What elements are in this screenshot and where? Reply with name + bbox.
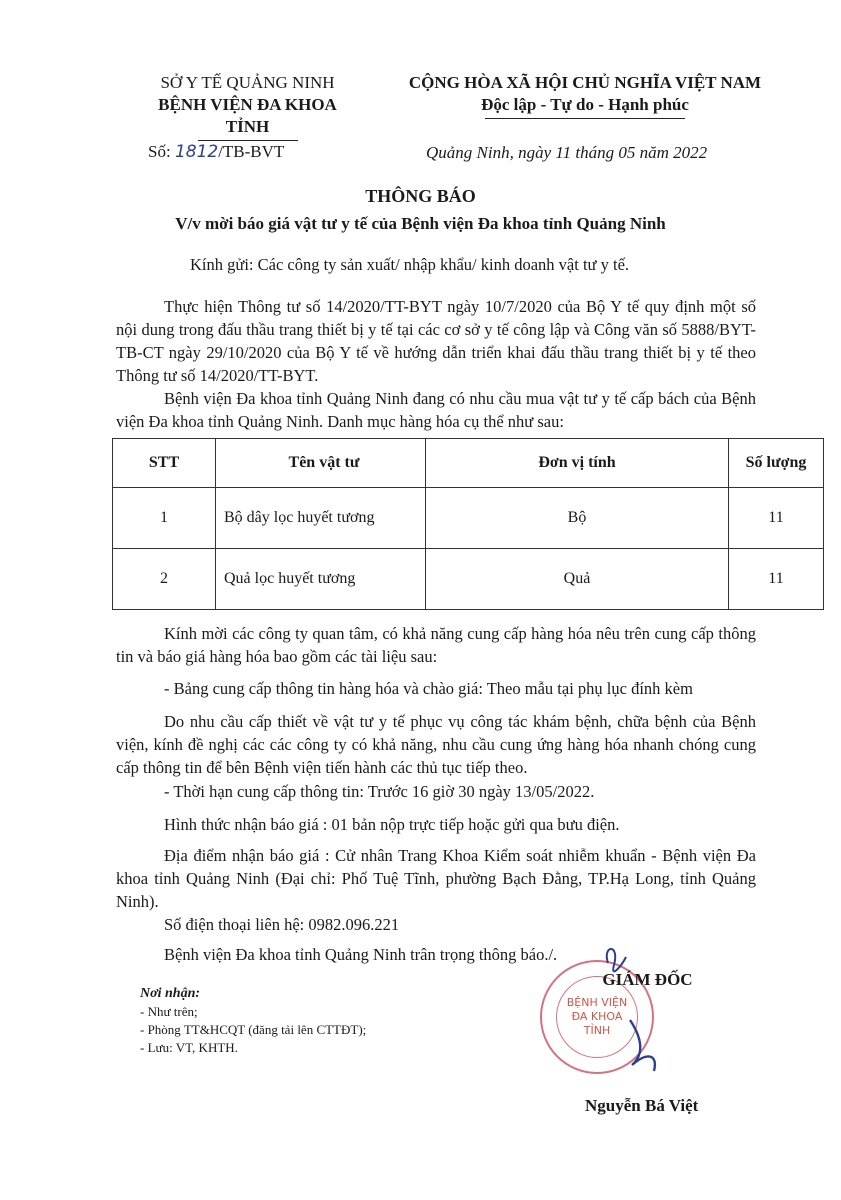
doc-subtitle: V/v mời báo giá vật tư y tế của Bệnh viện Đa khoa tỉnh Quảng Ninh xyxy=(175,214,666,233)
cell-stt: 1 xyxy=(113,488,216,549)
signatory-name: Nguyễn Bá Việt xyxy=(585,1096,699,1115)
paragraph-intro: Thực hiện Thông tư số 14/2020/TT-BYT ngày 10/7/2020 của Bộ Y tế quy định một số nội dung trong đấu thầu trang thiết bị y tế tại các cơ sở y tế công lập và Công văn số 5888/BYT-TB-CT ngày 29/10/2020 của Bộ Y tế về hướng dẫn triển khai đấu thầu trang thiết bị y tế theo Thông tư số 14/2020/TT-BYT. xyxy=(116,297,756,385)
paragraph-need: Bệnh viện Đa khoa tỉnh Quảng Ninh đang có nhu cầu mua vật tư y tế cấp bách của Bệnh viện Đa khoa tỉnh Quảng Ninh. Danh mục hàng hóa cụ thể như sau: xyxy=(116,389,756,431)
paragraph-location: Địa điểm nhận báo giá : Cử nhân Trang Khoa Kiểm soát nhiễm khuẩn - Bệnh viện Đa khoa tỉnh Quảng Ninh (Đại chỉ: Phố Tuệ Tĩnh, phường Bạch Đằng, TP.Hạ Long, tỉnh Quảng Ninh). xyxy=(116,846,756,911)
cell-qty: 11 xyxy=(729,488,824,549)
doc-title: THÔNG BÁO xyxy=(365,186,476,206)
doc-number-suffix: /TB-BVT xyxy=(218,142,285,161)
cell-unit: Bộ xyxy=(426,488,729,549)
paragraph-phone: Số điện thoại liên hệ: 0982.096.221 xyxy=(164,915,400,934)
header-right xyxy=(385,72,785,119)
recipient-item: - Lưu: VT, KHTH. xyxy=(140,1040,238,1055)
handwritten-signature xyxy=(580,925,690,1075)
cell-name: Quả lọc huyết tương xyxy=(216,549,426,610)
paragraph-docs: - Bảng cung cấp thông tin hàng hóa và chào giá: Theo mẫu tại phụ lục đính kèm xyxy=(164,679,693,698)
cell-unit: Quả xyxy=(426,549,729,610)
paragraph-closing: Bệnh viện Đa khoa tỉnh Quảng Ninh trân trọng thông báo./. xyxy=(164,945,558,964)
cell-qty: 11 xyxy=(729,549,824,610)
recipient-item: - Phòng TT&HCQT (đăng tải lên CTTĐT); xyxy=(140,1022,367,1037)
national-title: CỘNG HÒA XÃ HỘI CHỦ NGHĨA VIỆT NAM xyxy=(408,73,762,92)
th-qty: Số lượng xyxy=(729,439,824,488)
items-table xyxy=(112,438,824,610)
recipients-block xyxy=(140,985,470,1057)
seal-text-line2: ĐA KHOA TỈNH xyxy=(571,1010,623,1037)
national-motto: Độc lập - Tự do - Hạnh phúc xyxy=(481,95,689,114)
cell-name: Bộ dây lọc huyết tương xyxy=(216,488,426,549)
header-left xyxy=(140,72,355,141)
cell-stt: 2 xyxy=(113,549,216,610)
recipient-item: - Như trên; xyxy=(140,1004,198,1019)
th-name: Tên vật tư xyxy=(216,439,426,488)
paragraph-method: Hình thức nhận báo giá : 01 bản nộp trực tiếp hoặc gửi qua bưu điện. xyxy=(164,815,620,834)
header-right-underline xyxy=(485,118,685,119)
seal-text-line1: BỆNH VIỆN xyxy=(566,996,628,1009)
paragraph-deadline: - Thời hạn cung cấp thông tin: Trước 16 giờ 30 ngày 13/05/2022. xyxy=(164,782,595,801)
signatory-position: GIÁM ĐỐC xyxy=(602,970,693,989)
doc-number xyxy=(148,142,284,162)
doc-number-prefix: Số: xyxy=(148,142,171,161)
header-left-underline xyxy=(198,140,298,141)
hospital-name: BỆNH VIỆN ĐA KHOA TỈNH xyxy=(158,95,337,136)
th-stt: STT xyxy=(113,439,216,488)
greeting: Kính gửi: Các công ty sản xuất/ nhập khẩu/ kinh doanh vật tư y tế. xyxy=(190,255,630,274)
table-header-row xyxy=(113,439,824,488)
doc-date: Quảng Ninh, ngày 11 tháng 05 năm 2022 xyxy=(426,143,708,162)
paragraph-urgent: Do nhu cầu cấp thiết về vật tư y tế phục vụ công tác khám bệnh, chữa bệnh của Bệnh viện, kính đề nghị các các công ty có khả năng, nhu cầu cung ứng hàng hóa nhanh chóng cung cấp thông tin để bên Bệnh viện tiến hành các thủ tục tiếp theo. xyxy=(116,712,756,777)
table-row xyxy=(113,488,824,549)
paragraph-invite: Kính mời các công ty quan tâm, có khả năng cung cấp hàng hóa nêu trên cung cấp thông tin và báo giá hàng hóa bao gồm các tài liệu sau: xyxy=(116,624,756,666)
doc-number-handwritten: 1812 xyxy=(174,142,219,162)
agency-name: SỞ Y TẾ QUẢNG NINH xyxy=(160,73,335,92)
th-unit: Đơn vị tính xyxy=(426,439,729,488)
table-row xyxy=(113,549,824,610)
recipients-title: Nơi nhận: xyxy=(140,986,201,1001)
